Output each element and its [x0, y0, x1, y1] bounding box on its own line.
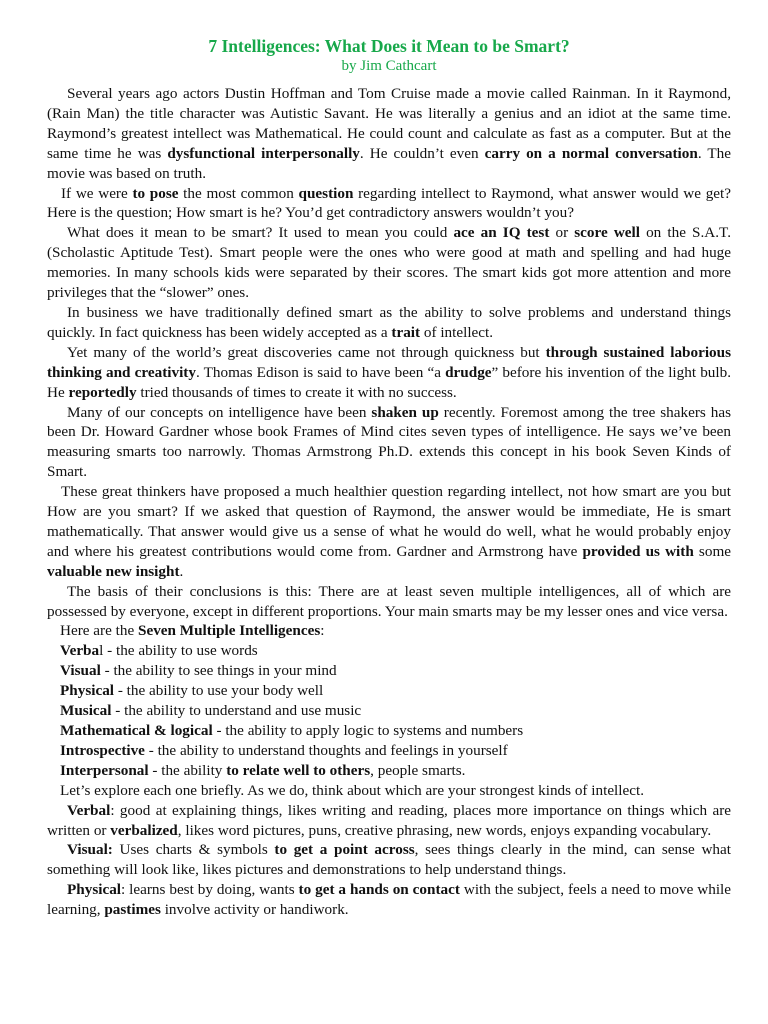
text-run: Many of our concepts on intelligence have been	[67, 403, 372, 421]
text-run: - the ability to understand thoughts and feelings in yourself	[144, 741, 508, 759]
author-byline: by Jim Cathcart	[341, 58, 437, 74]
text-run: Several years ago actors Dustin Hoffman and Tom Cruise made a movie called Rainman. In it Raymond, (Rain Man) the title character was Autistic Savant. He was literally a genius and an idiot at the same time. Raymond’s greatest intellect was Mathematical. He could count and calculate as fast as a computer. But at the same time he was	[47, 85, 731, 162]
text-run: on the S.A.T. (Scholastic Aptitude Test). Smart people were the ones who were good at math and spelling and had huge memories. In many schools kids were separated by their scores. The smart kids got more attention and more privileges that the “slower” ones.	[47, 224, 732, 302]
intelligence-detail-paragraph	[47, 880, 731, 920]
intelligence-list-item	[47, 681, 731, 701]
emphasis-text: Mathematical & logical	[60, 722, 213, 739]
text-run: Here are the	[60, 622, 138, 640]
emphasis-text: to get a point across	[274, 841, 415, 859]
text-run: involve activity or handiwork.	[160, 901, 349, 919]
emphasis-text: Visual:	[67, 841, 113, 859]
emphasis-text: Verba	[60, 642, 100, 660]
text-run: The basis of their conclusions is this: There are at least seven multiple intelligences, all of which are possessed by everyone, except in different proportions. Your main smarts may be my lesser ones and vice versa.	[47, 582, 731, 620]
text-run: . Thomas Edison is said to have been “a	[195, 363, 446, 381]
emphasis-text: score well	[574, 224, 640, 242]
emphasis-text: ace an IQ test	[453, 224, 550, 242]
intelligence-list-item	[47, 661, 731, 681]
emphasis-text: Interpersonal	[60, 761, 149, 779]
emphasis-text: to get a hands on contact	[298, 881, 460, 899]
text-run: ” before his invention of the light bulb. He	[47, 363, 732, 401]
body-paragraph	[47, 303, 731, 343]
text-run: , likes word pictures, puns, creative phrasing, new words, enjoys expanding vocabulary.	[177, 821, 712, 839]
text-run: If we were	[61, 184, 133, 202]
emphasis-text: Physical	[67, 881, 122, 899]
text-run: of intellect.	[420, 323, 494, 341]
text-run: l - the ability to use words	[99, 642, 258, 660]
emphasis-text: provided us with	[582, 542, 694, 560]
emphasis-text: Physical	[60, 682, 115, 700]
article-body	[47, 84, 731, 920]
emphasis-text: verbalized	[110, 821, 178, 839]
text-run: the most common	[178, 184, 299, 202]
text-run: tried thousands of times to create it with no success.	[136, 383, 457, 401]
emphasis-text: question	[298, 184, 354, 202]
text-run: or	[549, 224, 575, 242]
emphasis-text: trait	[391, 323, 421, 341]
text-run: : good at explaining things, likes writing and reading, places more importance on things which are written or	[47, 801, 731, 839]
emphasis-text: Introspective	[60, 741, 145, 759]
text-run: Uses charts & symbols	[112, 841, 275, 859]
text-run: with the subject, feels a need to move while learning,	[47, 881, 731, 919]
text-run: :	[320, 622, 325, 640]
emphasis-text: valuable new insight	[47, 562, 180, 580]
emphasis-text: to pose	[132, 184, 179, 202]
text-run: , people smarts.	[370, 761, 466, 779]
body-paragraph	[47, 482, 731, 582]
emphasis-text: Musical	[60, 702, 112, 720]
emphasis-text: reportedly	[68, 383, 137, 401]
text-run: .	[179, 562, 184, 580]
text-run: - the ability to use your body well	[114, 682, 324, 700]
intelligence-list-item	[47, 721, 731, 741]
intelligence-list-item	[47, 761, 731, 781]
intelligence-detail-paragraph	[47, 801, 731, 841]
body-paragraph	[47, 223, 731, 303]
emphasis-text: carry on a normal conversation	[484, 144, 698, 162]
body-paragraph	[47, 343, 731, 403]
text-run: What does it mean to be smart? It used to mean you could	[67, 224, 454, 242]
list-intro	[47, 621, 731, 641]
intelligence-list-item	[47, 641, 731, 661]
emphasis-text: Visual	[60, 662, 101, 680]
text-run: - the ability	[148, 761, 227, 779]
emphasis-text: to relate well to others	[226, 761, 371, 779]
text-run: - the ability to apply logic to systems and numbers	[212, 722, 524, 739]
text-run: regarding intellect to Raymond, what answer would we get? Here is the question; How smart is he? You’d get contradictory answers wouldn’t you?	[47, 184, 731, 222]
text-run: some	[693, 542, 731, 560]
text-run: - the ability to see things in your mind	[100, 662, 337, 680]
emphasis-text: drudge	[445, 363, 492, 381]
emphasis-text: Seven Multiple Intelligences	[138, 622, 321, 640]
emphasis-text: through sustained laborious thinking and creativity	[47, 343, 731, 381]
text-run: . He couldn’t even	[359, 144, 485, 162]
text-run: Yet many of the world’s great discoveries came not through quickness but	[67, 343, 546, 361]
emphasis-text: pastimes	[104, 901, 161, 919]
intelligence-details	[47, 801, 731, 920]
emphasis-text: dysfunctional interpersonally	[167, 144, 360, 162]
explore-line	[47, 781, 731, 801]
body-paragraph	[47, 184, 731, 224]
emphasis-text: shaken up	[371, 403, 439, 421]
text-run: Let’s explore each one briefly. As we do, think about which are your strongest kinds of intellect.	[60, 781, 644, 799]
body-paragraph	[47, 84, 731, 184]
text-run: These great thinkers have proposed a much healthier question regarding intellect, not how smart are you but How are you smart? If we asked that question of Raymond, the answer would be immediate, He is smart mathematically. That answer would give us a sense of what he would do well, what he would probably enjoy and where his greatest contributions would come from. Gardner and Armstrong have	[47, 483, 731, 560]
text-run: , sees things clearly in the mind, can sense what something will look like, likes pictures and demonstrations to help understand things.	[47, 841, 731, 879]
body-paragraph	[47, 582, 731, 622]
document-title: 7 Intelligences: What Does it Mean to be Smart?	[208, 36, 570, 56]
intelligences-list	[47, 641, 731, 780]
text-run: . The movie was based on truth.	[47, 144, 731, 182]
text-run: In business we have traditionally defined smart as the ability to solve problems and understand things quickly. In fact quickness has been widely accepted as a	[47, 303, 731, 341]
text-run: recently. Foremost among the tree shakers has been Dr. Howard Gardner whose book Frames of Mind cites seven types of intelligence. He says we’ve been measuring smarts too narrowly. Thomas Armstrong Ph.D. extends this concept in his book Seven Kinds of Smart.	[47, 403, 731, 481]
intelligence-detail-paragraph	[47, 840, 731, 880]
body-paragraph	[47, 403, 731, 483]
text-run: - the ability to understand and use music	[111, 702, 362, 720]
intelligence-list-item	[47, 701, 731, 721]
intelligence-list-item	[47, 741, 731, 761]
emphasis-text: Verbal	[67, 801, 111, 819]
text-run: : learns best by doing, wants	[121, 881, 299, 899]
intro-paragraphs	[47, 84, 731, 621]
